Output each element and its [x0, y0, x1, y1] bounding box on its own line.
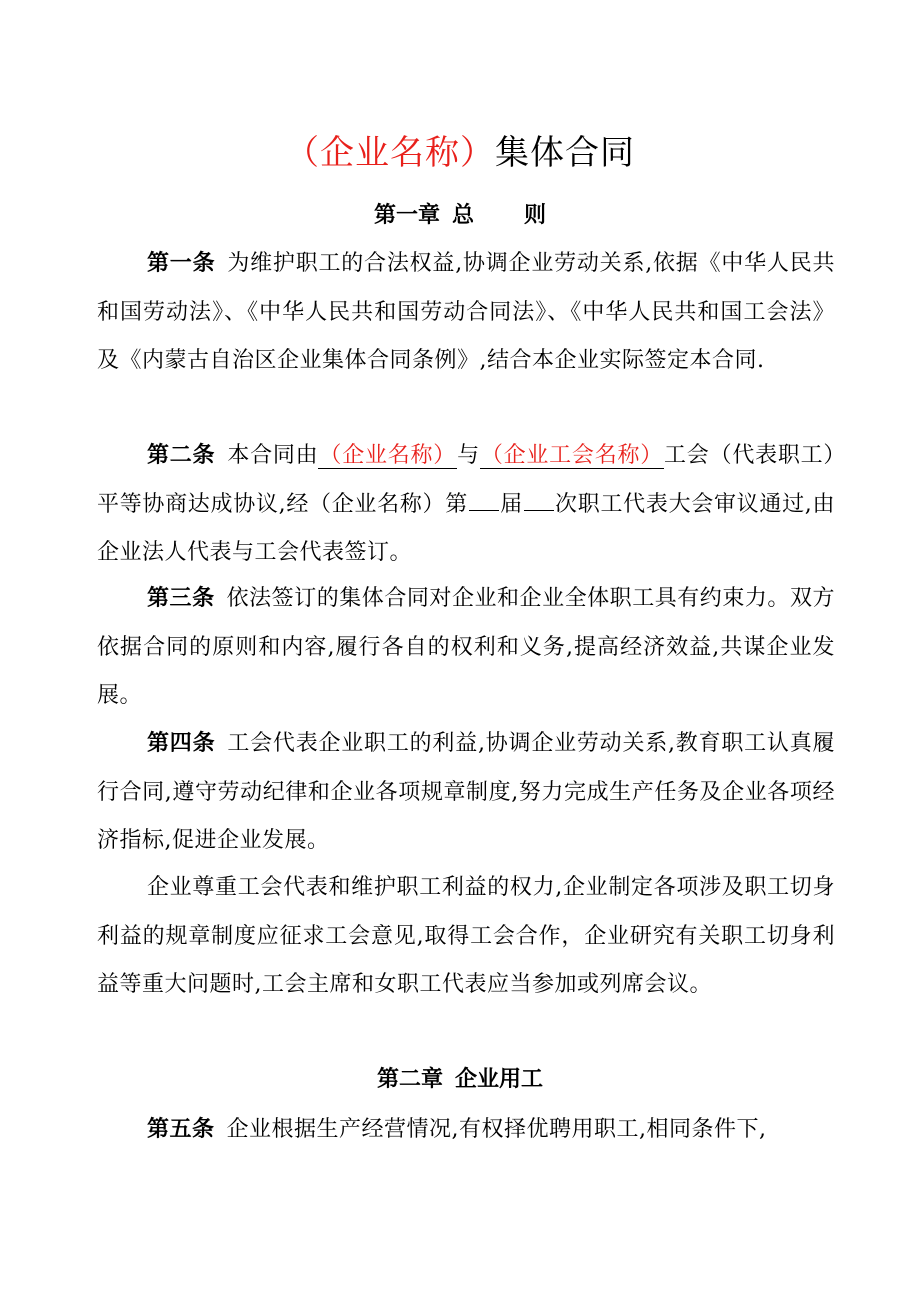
article-2-text-e: 次职工代表大会审议通过,由企业法人代表与工会代表签订。 [97, 491, 835, 565]
article-3 [97, 575, 835, 721]
article-4-label: 第四条 [147, 731, 216, 756]
title-close-paren: ） [460, 133, 495, 173]
chapter-1-heading [0, 196, 920, 236]
chapter-1-title-b: 则 [524, 203, 547, 228]
article-2-text-d: 届 [499, 491, 523, 517]
chapter-2-number: 第二章 [376, 1067, 443, 1092]
union-name-field: （企业工会名称） [480, 443, 664, 468]
article-1-label: 第一条 [147, 251, 216, 276]
article-3-label: 第三条 [147, 586, 215, 611]
article-4 [97, 720, 835, 866]
article-2-label: 第二条 [147, 443, 216, 468]
article-2-text-c: 工会（代表职工）平等协商达成协议,经（企业名称）第 [97, 443, 835, 517]
article-2-text-a: 本合同由 [227, 443, 319, 468]
article-2-text-b: 与 [457, 443, 480, 468]
chapter-2-title: 企业用工 [455, 1067, 544, 1092]
title-open-paren: （ [285, 133, 320, 173]
chapter-2-heading [0, 1060, 920, 1100]
meeting-number-blank [524, 492, 554, 511]
article-5-text: 企业根据生产经营情况,有权择优聘用职工,相同条件下, [226, 1117, 767, 1142]
article-2 [97, 432, 835, 578]
article-5 [97, 1106, 835, 1155]
article-1-text: 为维护职工的合法权益,协调企业劳动关系,依据《中华人民共和国劳动法》、《中华人民共和国劳动合同法》、《中华人民共和国工会法》及《内蒙古自治区企业集体合同条例》,结合本企业实际签定本合同. [97, 251, 835, 373]
article-1 [97, 240, 835, 386]
article-4-text: 工会代表企业职工的利益,协调企业劳动关系,教育职工认真履行合同,遵守劳动纪律和企业各项规章制度,努力完成生产任务及企业各项经济指标,促进企业发展。 [97, 731, 835, 853]
union-name-placeholder: 企业工会名称 [503, 443, 641, 468]
session-number-blank [469, 492, 499, 511]
document-title [0, 128, 920, 178]
article-4-continued: 企业尊重工会代表和维护职工利益的权力,企业制定各项涉及职工切身利益的规章制度应征求工会意见,取得工会合作，企业研究有关职工切身利益等重大问题时,工会主席和女职工代表应当参加或列席会议。 [97, 875, 835, 997]
article-5-label: 第五条 [147, 1117, 215, 1142]
company-name-field: （企业名称） [319, 443, 457, 468]
article-3-text: 依法签订的集体合同对企业和企业全体职工具有约束力。双方依据合同的原则和内容,履行各自的权利和义务,提高经济效益,共谋企业发展。 [97, 586, 835, 708]
chapter-1-title-a: 总 [451, 203, 474, 228]
company-name-placeholder: 企业名称 [342, 443, 434, 468]
chapter-1-number: 第一章 [373, 203, 440, 228]
title-company-placeholder: 企业名称 [320, 133, 460, 173]
title-rest: 集体合同 [495, 133, 635, 173]
